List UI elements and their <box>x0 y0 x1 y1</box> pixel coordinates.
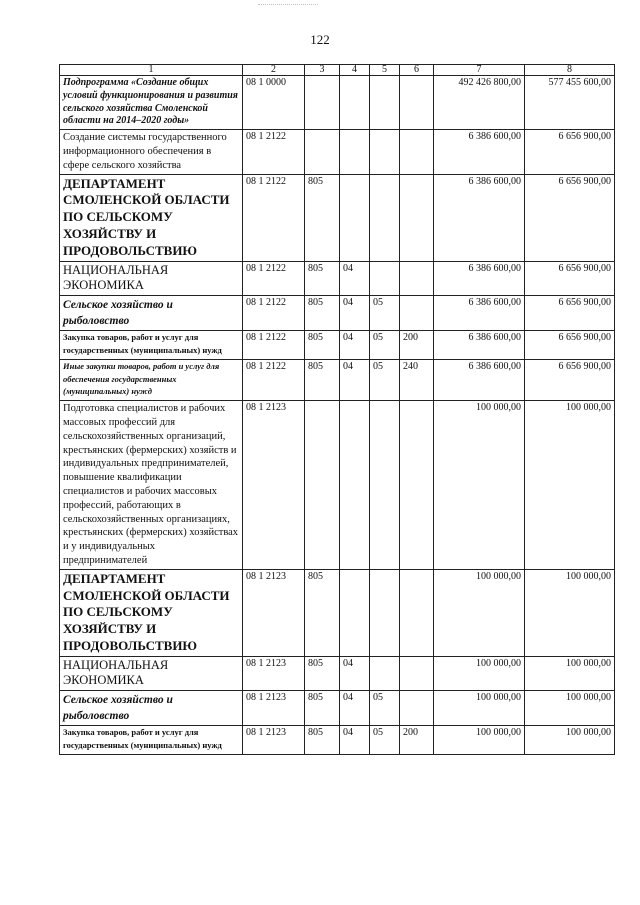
expense-type-code-cell <box>400 656 434 691</box>
expense-type-code-cell <box>400 76 434 130</box>
amount-year-1-cell: 6 386 600,00 <box>434 261 525 296</box>
row-name-cell <box>60 261 243 296</box>
subsection-code-cell: 05 <box>370 359 400 400</box>
row-label: ДЕПАРТАМЕНТ СМОЛЕНСКОЙ ОБЛАСТИ ПО СЕЛЬСКОМУ ХОЗЯЙСТВУ И ПРОДОВОЛЬСТВИЮ <box>63 570 230 653</box>
amount-year-1-cell: 6 386 600,00 <box>434 296 525 331</box>
department-code-cell: 805 <box>305 261 340 296</box>
amount-year-2-cell: 6 656 900,00 <box>525 359 615 400</box>
department-code-cell: 805 <box>305 296 340 331</box>
section-code-cell <box>340 174 370 261</box>
row-name-cell <box>60 726 243 755</box>
header-cell: 1 <box>60 65 243 76</box>
department-code-cell <box>305 130 340 174</box>
row-label: Сельское хозяйство и рыболовство <box>63 694 173 723</box>
subsection-code-cell <box>370 656 400 691</box>
department-code-cell: 805 <box>305 656 340 691</box>
table-row <box>60 691 615 726</box>
department-code-cell: 805 <box>305 691 340 726</box>
amount-year-1-cell: 100 000,00 <box>434 691 525 726</box>
amount-year-1-cell: 100 000,00 <box>434 656 525 691</box>
table-header-row <box>60 65 615 76</box>
row-name-cell <box>60 691 243 726</box>
section-code-cell: 04 <box>340 261 370 296</box>
table-row <box>60 331 615 360</box>
amount-year-2-cell: 6 656 900,00 <box>525 174 615 261</box>
amount-year-1-cell: 492 426 800,00 <box>434 76 525 130</box>
amount-year-2-cell: 100 000,00 <box>525 691 615 726</box>
table-row <box>60 726 615 755</box>
section-code-cell: 04 <box>340 331 370 360</box>
department-code-cell: 805 <box>305 726 340 755</box>
amount-year-2-cell: 100 000,00 <box>525 401 615 570</box>
table-row <box>60 401 615 570</box>
amount-year-2-cell: 6 656 900,00 <box>525 331 615 360</box>
table-row <box>60 174 615 261</box>
table-row <box>60 76 615 130</box>
subsection-code-cell <box>370 174 400 261</box>
amount-year-1-cell: 100 000,00 <box>434 569 525 656</box>
expense-type-code-cell <box>400 296 434 331</box>
header-cell: 8 <box>525 65 615 76</box>
subsection-code-cell: 05 <box>370 691 400 726</box>
table-row <box>60 130 615 174</box>
department-code-cell: 805 <box>305 174 340 261</box>
subsection-code-cell: 05 <box>370 296 400 331</box>
department-code-cell <box>305 401 340 570</box>
target-article-code-cell: 08 1 2123 <box>243 726 305 755</box>
subsection-code-cell: 05 <box>370 331 400 360</box>
amount-year-1-cell: 100 000,00 <box>434 726 525 755</box>
target-article-code-cell: 08 1 2123 <box>243 401 305 570</box>
header-cell: 3 <box>305 65 340 76</box>
row-name-cell <box>60 174 243 261</box>
department-code-cell <box>305 76 340 130</box>
subsection-code-cell <box>370 569 400 656</box>
target-article-code-cell: 08 1 2123 <box>243 691 305 726</box>
section-code-cell: 04 <box>340 691 370 726</box>
row-label: Закупка товаров, работ и услуг для государственных (муниципальных) нужд <box>63 332 222 355</box>
row-name-cell <box>60 401 243 570</box>
row-name-cell <box>60 656 243 691</box>
row-label: ДЕПАРТАМЕНТ СМОЛЕНСКОЙ ОБЛАСТИ ПО СЕЛЬСКОМУ ХОЗЯЙСТВУ И ПРОДОВОЛЬСТВИЮ <box>63 175 230 258</box>
row-label: НАЦИОНАЛЬНАЯ ЭКОНОМИКА <box>63 262 169 293</box>
target-article-code-cell: 08 1 2122 <box>243 261 305 296</box>
header-cell: 4 <box>340 65 370 76</box>
row-name-cell <box>60 296 243 331</box>
subsection-code-cell: 05 <box>370 726 400 755</box>
header-cell: 5 <box>370 65 400 76</box>
subsection-code-cell <box>370 130 400 174</box>
amount-year-2-cell: 100 000,00 <box>525 569 615 656</box>
table-row <box>60 569 615 656</box>
row-label: Иные закупки товаров, работ и услуг для обеспечения государственных (муниципальных) нужд <box>63 360 220 397</box>
amount-year-2-cell: 577 455 600,00 <box>525 76 615 130</box>
expense-type-code-cell <box>400 401 434 570</box>
row-label: Сельское хозяйство и рыболовство <box>63 299 173 328</box>
table-row <box>60 656 615 691</box>
section-code-cell: 04 <box>340 656 370 691</box>
section-code-cell <box>340 130 370 174</box>
row-name-cell <box>60 359 243 400</box>
row-name-cell <box>60 569 243 656</box>
target-article-code-cell: 08 1 2122 <box>243 130 305 174</box>
scan-artifact <box>258 4 318 11</box>
row-name-cell <box>60 331 243 360</box>
amount-year-2-cell: 6 656 900,00 <box>525 261 615 296</box>
row-label: НАЦИОНАЛЬНАЯ ЭКОНОМИКА <box>63 657 169 688</box>
row-name-cell <box>60 130 243 174</box>
page-number: 122 <box>310 32 330 47</box>
expense-type-code-cell: 200 <box>400 331 434 360</box>
row-label: Подпрограмма «Создание общих условий функционирования и развития сельского хозяйства Смоленской области на 2014–2020 годы» <box>63 77 238 127</box>
department-code-cell: 805 <box>305 331 340 360</box>
target-article-code-cell: 08 1 2122 <box>243 296 305 331</box>
row-label: Создание системы государственного информационного обеспечения в сфере сельского хозяйства <box>63 132 227 171</box>
target-article-code-cell: 08 1 2122 <box>243 331 305 360</box>
section-code-cell <box>340 76 370 130</box>
department-code-cell: 805 <box>305 569 340 656</box>
target-article-code-cell: 08 1 0000 <box>243 76 305 130</box>
target-article-code-cell: 08 1 2122 <box>243 359 305 400</box>
section-code-cell: 04 <box>340 359 370 400</box>
row-label: Подготовка специалистов и рабочих массовых профессий для сельскохозяйственных организаций, крестьянских (фермерских) хозяйств и индивидуальных предпринимателей, повышение квалификации специалистов и рабочих массовых профессий, работающих в сельскохозяйственных организациях, крестьянских (фермерских) хозяйствах и у индивидуальных предпринимателей <box>63 403 239 566</box>
expense-type-code-cell <box>400 174 434 261</box>
expense-type-code-cell <box>400 569 434 656</box>
table-row <box>60 359 615 400</box>
amount-year-1-cell: 6 386 600,00 <box>434 331 525 360</box>
expense-type-code-cell <box>400 691 434 726</box>
target-article-code-cell: 08 1 2122 <box>243 174 305 261</box>
target-article-code-cell: 08 1 2123 <box>243 656 305 691</box>
amount-year-1-cell: 6 386 600,00 <box>434 130 525 174</box>
amount-year-1-cell: 100 000,00 <box>434 401 525 570</box>
department-code-cell: 805 <box>305 359 340 400</box>
row-name-cell <box>60 76 243 130</box>
budget-table <box>59 64 615 755</box>
amount-year-2-cell: 6 656 900,00 <box>525 296 615 331</box>
section-code-cell <box>340 569 370 656</box>
expense-type-code-cell <box>400 261 434 296</box>
amount-year-1-cell: 6 386 600,00 <box>434 359 525 400</box>
table-row <box>60 261 615 296</box>
expense-type-code-cell: 200 <box>400 726 434 755</box>
table-row <box>60 296 615 331</box>
expense-type-code-cell: 240 <box>400 359 434 400</box>
section-code-cell: 04 <box>340 726 370 755</box>
amount-year-2-cell: 100 000,00 <box>525 726 615 755</box>
subsection-code-cell <box>370 261 400 296</box>
section-code-cell: 04 <box>340 296 370 331</box>
target-article-code-cell: 08 1 2123 <box>243 569 305 656</box>
expense-type-code-cell <box>400 130 434 174</box>
header-cell: 6 <box>400 65 434 76</box>
amount-year-2-cell: 100 000,00 <box>525 656 615 691</box>
subsection-code-cell <box>370 76 400 130</box>
header-cell: 7 <box>434 65 525 76</box>
amount-year-2-cell: 6 656 900,00 <box>525 130 615 174</box>
header-cell: 2 <box>243 65 305 76</box>
section-code-cell <box>340 401 370 570</box>
subsection-code-cell <box>370 401 400 570</box>
amount-year-1-cell: 6 386 600,00 <box>434 174 525 261</box>
row-label: Закупка товаров, работ и услуг для государственных (муниципальных) нужд <box>63 727 222 751</box>
